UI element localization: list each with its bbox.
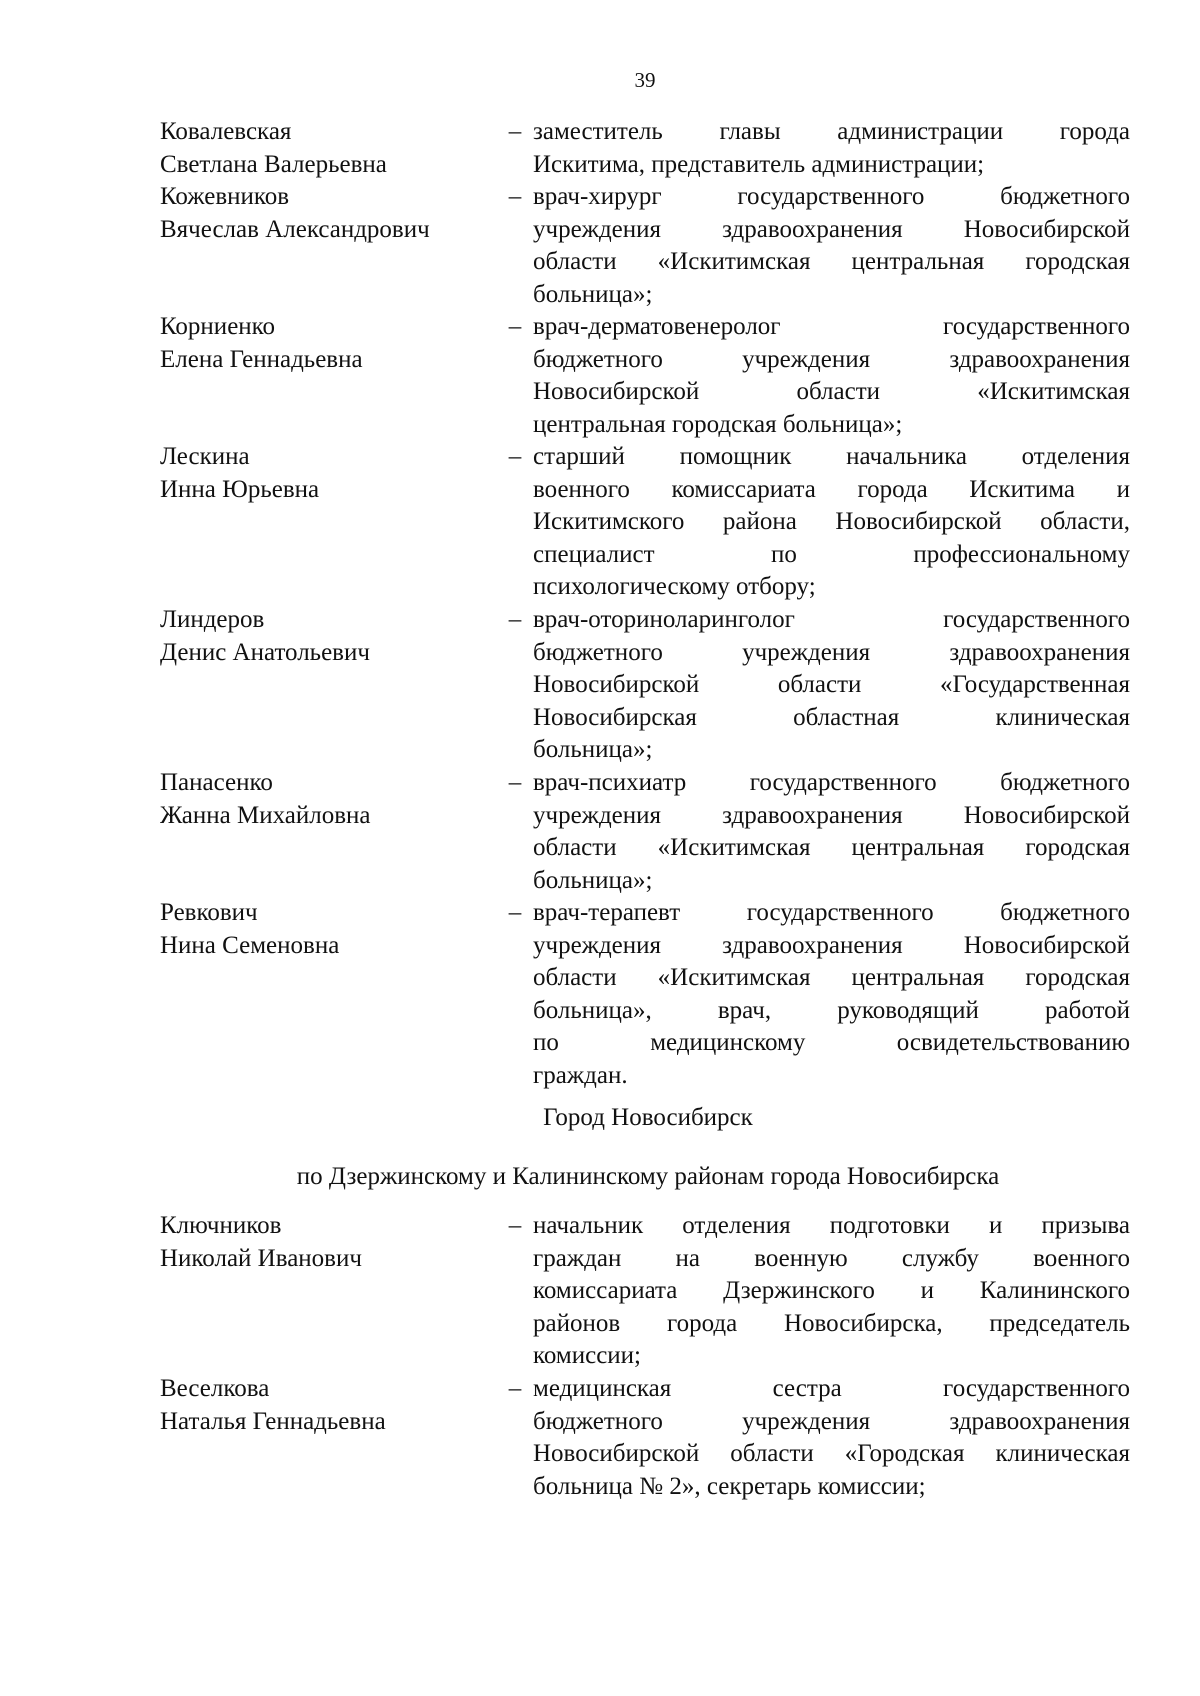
role-line: области «Искитимская центральная городская — [533, 248, 1130, 276]
page-number: 39 — [634, 68, 656, 92]
role-line: учреждения здравоохранения Новосибирской — [533, 215, 1130, 243]
member-name — [160, 441, 490, 506]
city-heading: Город Новосибирск — [543, 1104, 753, 1131]
member-role — [533, 604, 1130, 767]
member-given-names: Жанна Михайловна — [160, 801, 371, 829]
dash-separator: – — [508, 1375, 522, 1402]
role-line: врач-хирург государственного бюджетного — [533, 183, 1130, 210]
role-line: комиссии; — [533, 1342, 641, 1370]
dash-separator: – — [508, 118, 522, 145]
role-line: учреждения здравоохранения Новосибирской — [533, 801, 1130, 829]
member-given-names: Наталья Геннадьевна — [160, 1407, 386, 1435]
role-line: по медицинскому освидетельствованию — [533, 1029, 1130, 1057]
role-line: медицинская сестра государственного — [533, 1375, 1130, 1402]
role-line: больница», врач, руководящий работой — [533, 996, 1130, 1024]
member-surname: Панасенко — [160, 769, 273, 796]
role-line: граждан на военную службу военного — [533, 1244, 1130, 1272]
member-given-names: Вячеслав Александрович — [160, 215, 430, 243]
member-role — [533, 1210, 1130, 1373]
role-line: больница»; — [533, 736, 653, 764]
role-line: центральная городская больница»; — [533, 410, 903, 438]
role-line: специалист по профессиональному — [533, 540, 1130, 568]
role-line: Искитима, представитель администрации; — [533, 150, 985, 178]
role-line: Новосибирской области «Городская клиническая — [533, 1440, 1130, 1468]
member-name — [160, 897, 490, 962]
role-line: врач-психиатр государственного бюджетного — [533, 769, 1130, 796]
member-given-names: Николай Иванович — [160, 1244, 362, 1272]
role-line: Искитимского района Новосибирской области, — [533, 508, 1130, 536]
member-role — [533, 1373, 1130, 1503]
role-line: Новосибирской области «Искитимская — [533, 378, 1130, 406]
role-line: бюджетного учреждения здравоохранения — [533, 345, 1130, 373]
role-line: врач-оториноларинголог государственного — [533, 606, 1130, 633]
role-line: заместитель главы администрации города — [533, 118, 1130, 145]
member-role — [533, 181, 1130, 311]
role-line: Новосибирской области «Государственная — [533, 671, 1130, 699]
member-surname: Линдеров — [160, 606, 265, 633]
dash-separator: – — [508, 443, 522, 470]
dash-separator: – — [508, 183, 522, 210]
member-given-names: Денис Анатольевич — [160, 638, 370, 666]
role-line: граждан. — [533, 1061, 628, 1089]
role-line: больница»; — [533, 280, 653, 308]
role-line: бюджетного учреждения здравоохранения — [533, 638, 1130, 666]
member-surname: Ключников — [160, 1212, 282, 1239]
role-line: психологическому отбору; — [533, 573, 816, 601]
member-surname: Ревкович — [160, 899, 258, 926]
role-line: начальник отделения подготовки и призыва — [533, 1212, 1130, 1239]
member-surname: Лескина — [160, 443, 250, 470]
member-role — [533, 311, 1130, 441]
member-name — [160, 116, 490, 181]
dash-separator: – — [508, 313, 522, 340]
role-line: врач-дерматовенеролог государственного — [533, 313, 1130, 340]
member-name — [160, 767, 490, 832]
role-line: учреждения здравоохранения Новосибирской — [533, 931, 1130, 959]
dash-separator: – — [508, 769, 522, 796]
member-role — [533, 897, 1130, 1093]
member-name — [160, 1373, 490, 1438]
member-surname: Корниенко — [160, 313, 276, 340]
member-given-names: Инна Юрьевна — [160, 475, 320, 503]
member-name — [160, 181, 490, 246]
member-name — [160, 1210, 490, 1275]
role-line: бюджетного учреждения здравоохранения — [533, 1407, 1130, 1435]
member-role — [533, 767, 1130, 897]
member-given-names: Нина Семеновна — [160, 931, 340, 959]
member-surname: Кожевников — [160, 183, 290, 210]
dash-separator: – — [508, 606, 522, 633]
district-heading: по Дзержинскому и Калининскому районам города Новосибирска — [296, 1163, 1000, 1190]
role-line: районов города Новосибирска, председатель — [533, 1309, 1130, 1337]
role-line: области «Искитимская центральная городская — [533, 964, 1130, 992]
role-line: Новосибирская областная клиническая — [533, 703, 1130, 731]
member-given-names: Светлана Валерьевна — [160, 150, 387, 178]
member-surname: Ковалевская — [160, 118, 292, 145]
role-line: старший помощник начальника отделения — [533, 443, 1130, 470]
member-role — [533, 116, 1130, 181]
member-role — [533, 441, 1130, 604]
role-line: комиссариата Дзержинского и Калининского — [533, 1277, 1130, 1305]
role-line: больница № 2», секретарь комиссии; — [533, 1472, 926, 1500]
role-line: военного комиссариата города Искитима и — [533, 475, 1130, 503]
dash-separator: – — [508, 1212, 522, 1239]
member-surname: Веселкова — [160, 1375, 270, 1402]
dash-separator: – — [508, 899, 522, 926]
member-given-names: Елена Геннадьевна — [160, 345, 363, 373]
role-line: области «Искитимская центральная городская — [533, 834, 1130, 862]
role-line: больница»; — [533, 866, 653, 894]
member-name — [160, 604, 490, 669]
role-line: врач-терапевт государственного бюджетного — [533, 899, 1130, 926]
member-name — [160, 311, 490, 376]
